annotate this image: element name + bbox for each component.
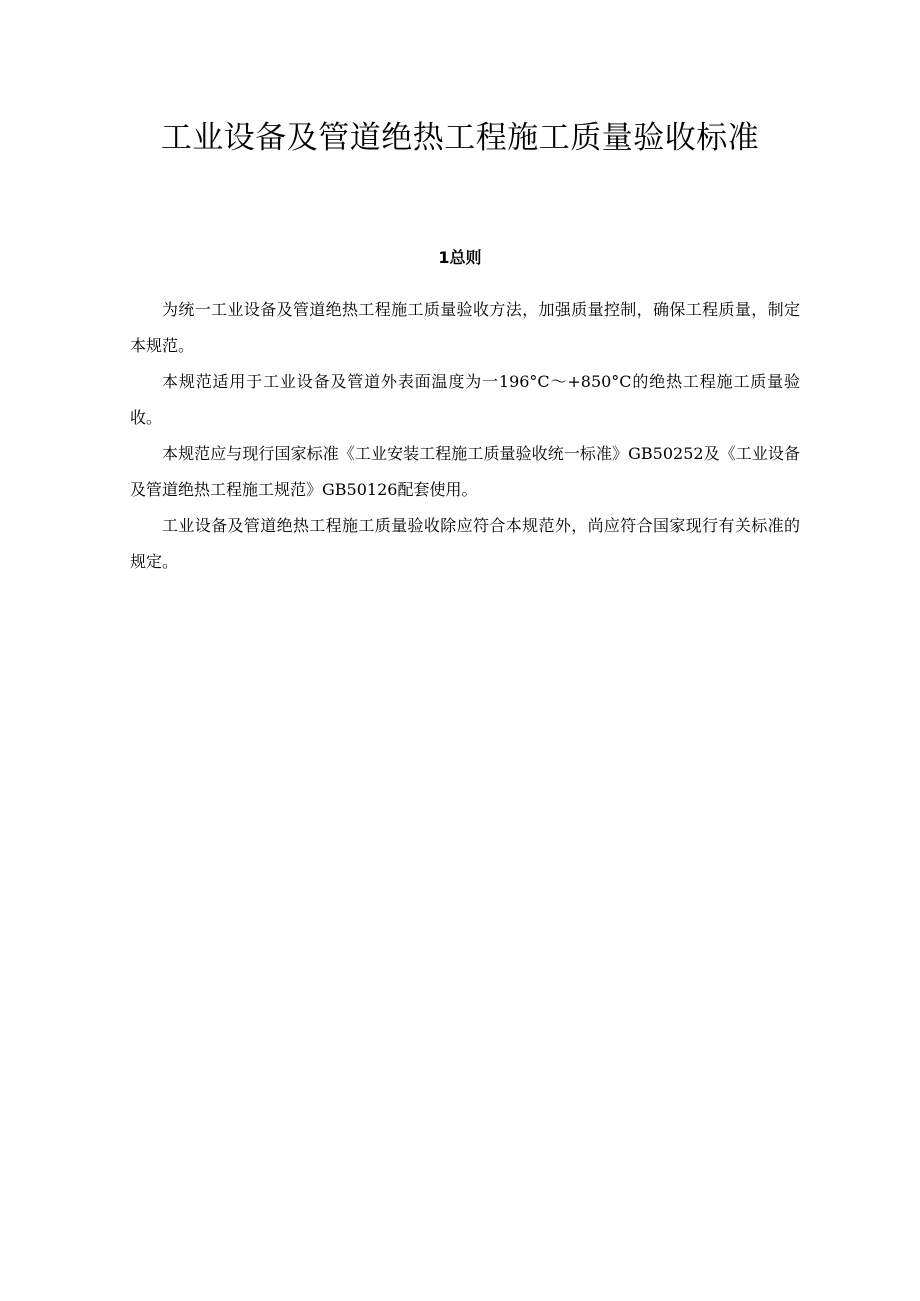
section-heading: 1总则 — [438, 248, 482, 267]
paragraph-scope: 本规范适用于工业设备及管道外表面温度为一196°C～+850°C的绝热工程施工质量验收。 — [130, 372, 800, 427]
section-body — [130, 292, 800, 580]
document-title: 工业设备及管道绝热工程施工质量验收标准 — [160, 120, 760, 156]
paragraph-purpose: 为统一工业设备及管道绝热工程施工质量验收方法，加强质量控制，确保工程质量，制定本规范。 — [130, 300, 800, 355]
paragraph-related-standards: 本规范应与现行国家标准《工业安装工程施工质量验收统一标准》GB50252及《工业设备及管道绝热工程施工规范》GB50126配套使用。 — [130, 444, 800, 499]
paragraph-compliance: 工业设备及管道绝热工程施工质量验收除应符合本规范外，尚应符合国家现行有关标准的规定。 — [130, 516, 800, 571]
